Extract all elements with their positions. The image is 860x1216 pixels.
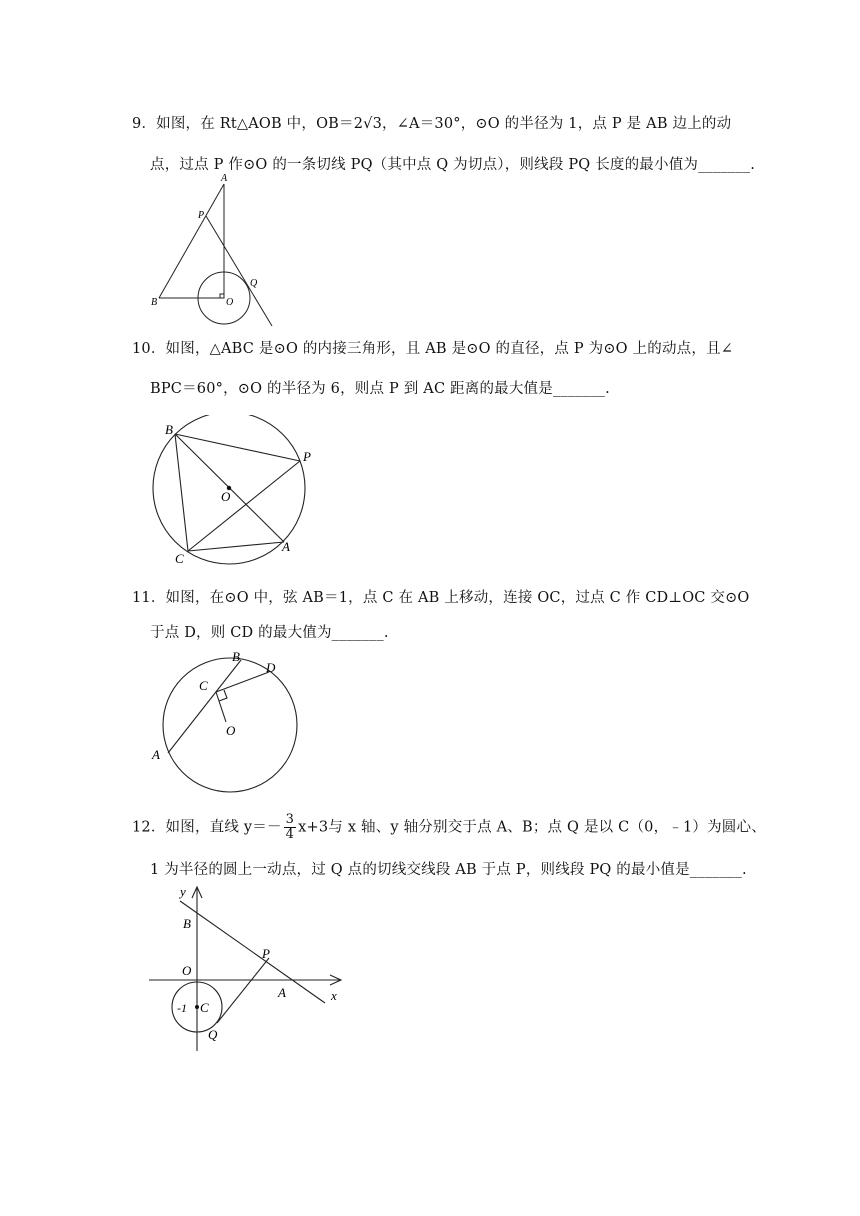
q10-text-1: ．如图，△ABC 是⊙O 的内接三角形，且 AB 是⊙O 的直径，点 P 为⊙O 上的动点，且∠	[150, 341, 734, 357]
q9-label-o: O	[226, 297, 234, 308]
q12-label-b: B	[183, 916, 191, 931]
q9-figure	[140, 168, 290, 330]
q12-label-o: O	[182, 963, 192, 978]
q12-label-c: C	[200, 1000, 209, 1015]
q12-figure	[145, 883, 355, 1055]
q12-label-q: Q	[208, 1027, 218, 1042]
q12-text-1a: ．如图，直线 y＝－	[150, 819, 282, 836]
q12-frac-num: 3	[285, 812, 295, 827]
q9-label-b: B	[151, 297, 158, 308]
q12-label-p: P	[262, 946, 270, 961]
q10-label-p: P	[303, 449, 311, 464]
q11-text-1: ．如图，在⊙O 中，弦 AB＝1，点 C 在 AB 上移动，连接 OC，过点 C 作 CD⊥OC 交⊙O	[150, 590, 750, 606]
q11-figure	[148, 645, 303, 800]
q11-label-b: B	[232, 649, 240, 664]
q9-label-p: P	[198, 210, 205, 221]
q9-number: 9	[132, 116, 142, 132]
q11-label-c: C	[199, 678, 208, 693]
q10-label-a: A	[282, 539, 290, 554]
q12-label-x: x	[331, 988, 337, 1003]
q12-label-minus-one: -1	[177, 1001, 187, 1015]
q9-line-2: 点，过点 P 作⊙O 的一条切线 PQ（其中点 Q 为切点），则线段 PQ 长度的最小值为_______.	[150, 157, 756, 173]
q12-fraction	[284, 813, 296, 842]
q10-label-b: B	[165, 422, 173, 437]
q12-line-1	[132, 813, 766, 842]
q12-label-a: A	[278, 985, 286, 1000]
q12-frac-den: 4	[285, 827, 295, 842]
q12-line-2: 1 为半径的圆上一动点，过 Q 点的切线交线段 AB 于点 P，则线段 PQ 的最小值是_______.	[150, 862, 747, 878]
q9-label-q: Q	[250, 278, 258, 289]
q11-line-2: 于点 D，则 CD 的最大值为_______.	[150, 625, 389, 641]
q9-label-a: A	[221, 173, 228, 184]
q10-line-2: BPC＝60°，⊙O 的半径为 6，则点 P 到 AC 距离的最大值是_______.	[150, 381, 610, 397]
q10-figure	[145, 415, 325, 570]
q11-label-d: D	[266, 660, 276, 675]
q11-label-o: O	[226, 723, 236, 738]
q12-text-1b: x+3与 x 轴、y 轴分别交于点 A、B；点 Q 是以 C（0，﹣1）为圆心、	[298, 819, 766, 836]
q10-label-o: O	[221, 489, 231, 504]
q12-number: 12	[132, 819, 151, 836]
q11-line-1	[132, 586, 750, 607]
q10-number: 10	[132, 341, 151, 357]
q9-text-1: ．如图，在 Rt△AOB 中，OB＝2√3，∠A＝30°，⊙O 的半径为 1，点 P 是 AB 边上的动	[141, 116, 732, 132]
q11-label-a: A	[152, 747, 160, 762]
q11-number: 11	[132, 590, 151, 606]
q12-label-y: y	[180, 884, 186, 899]
q9-line-1	[132, 112, 731, 133]
q10-label-c: C	[175, 551, 184, 566]
q10-line-1	[132, 337, 733, 358]
